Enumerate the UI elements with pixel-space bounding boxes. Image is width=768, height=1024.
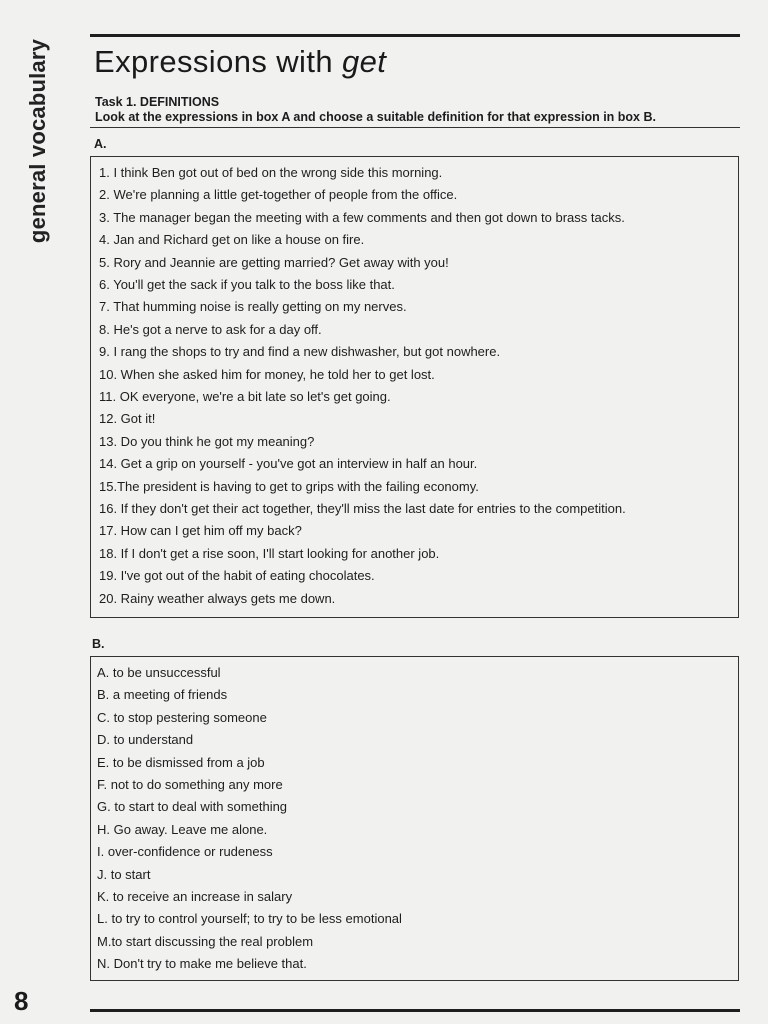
top-rule [90, 34, 740, 37]
box-a-item: 16. If they don't get their act together, they'll miss the last date for entries to the competition. [99, 501, 626, 516]
title-emphasis: get [342, 44, 387, 79]
box-b-item: D. to understand [97, 732, 194, 748]
bottom-rule [90, 1009, 740, 1012]
box-a-label: A. [94, 137, 107, 151]
box-a-item: 11. OK everyone, we're a bit late so let's get going. [99, 389, 391, 404]
page-number: 8 [14, 986, 29, 1016]
box-a-item: 7. That humming noise is really getting on my nerves. [99, 299, 407, 315]
title-main: Expressions with [94, 44, 343, 79]
box-a-item: 20. Rainy weather always gets me down. [99, 590, 336, 606]
box-a-item: 1. I think Ben got out of bed on the wrong side this morning. [99, 165, 443, 180]
box-b-item: A. to be unsuccessful [97, 665, 221, 680]
side-label-text: general vocabulary [25, 38, 51, 244]
task-divider [90, 127, 740, 128]
box-a-item: 19. I've got out of the habit of eating chocolates. [99, 568, 375, 584]
box-a-item: 2. We're planning a little get-together of people from the office. [99, 187, 458, 203]
box-b-item: N. Don't try to make me believe that. [97, 956, 307, 972]
box-a-item: 12. Got it! [99, 411, 156, 427]
box-b-item: M.to start discussing the real problem [97, 933, 314, 949]
box-b-item: J. to start [97, 866, 151, 882]
task-instruction: Look at the expressions in box A and choose a suitable definition for that expression in box B. [95, 110, 656, 124]
box-a-item: 6. You'll get the sack if you talk to the boss like that. [99, 277, 395, 292]
box-b-item: K. to receive an increase in salary [97, 889, 293, 904]
task-heading: Task 1. DEFINITIONS [95, 95, 220, 109]
box-a-item: 4. Jan and Richard get on like a house on fire. [99, 232, 365, 248]
box-a [90, 156, 739, 618]
box-a-item: 17. How can I get him off my back? [99, 523, 302, 539]
side-label [20, 36, 56, 246]
box-b-item: I. over-confidence or rudeness [97, 844, 273, 860]
box-b-item: G. to start to deal with something [97, 799, 288, 815]
box-a-item: 13. Do you think he got my meaning? [99, 433, 315, 449]
box-a-item: 9. I rang the shops to try and find a new dishwasher, but got nowhere. [99, 344, 501, 360]
box-b [90, 656, 739, 981]
box-a-item: 15.The president is having to get to grips with the failing economy. [99, 478, 479, 494]
box-b-item: E. to be dismissed from a job [97, 754, 265, 770]
box-b-item: F. not to do something any more [97, 777, 283, 792]
box-b-label: B. [92, 637, 105, 651]
box-a-item: 5. Rory and Jeannie are getting married? Get away with you! [99, 254, 449, 270]
box-a-item: 8. He's got a nerve to ask for a day off. [99, 321, 322, 337]
box-b-item: H. Go away. Leave me alone. [97, 821, 268, 837]
box-a-item: 14. Get a grip on yourself - you've got an interview in half an hour. [99, 456, 478, 472]
box-a-item: 10. When she asked him for money, he told her to get lost. [99, 366, 435, 382]
box-a-item: 18. If I don't get a rise soon, I'll start looking for another job. [99, 545, 440, 561]
box-b-item: C. to stop pestering someone [97, 709, 267, 725]
box-a-item: 3. The manager began the meeting with a few comments and then got down to brass tacks. [99, 209, 625, 225]
box-b-item: B. a meeting of friends [97, 687, 228, 703]
box-b-item: L. to try to control yourself; to try to be less emotional [97, 911, 402, 927]
page-title [94, 44, 386, 80]
